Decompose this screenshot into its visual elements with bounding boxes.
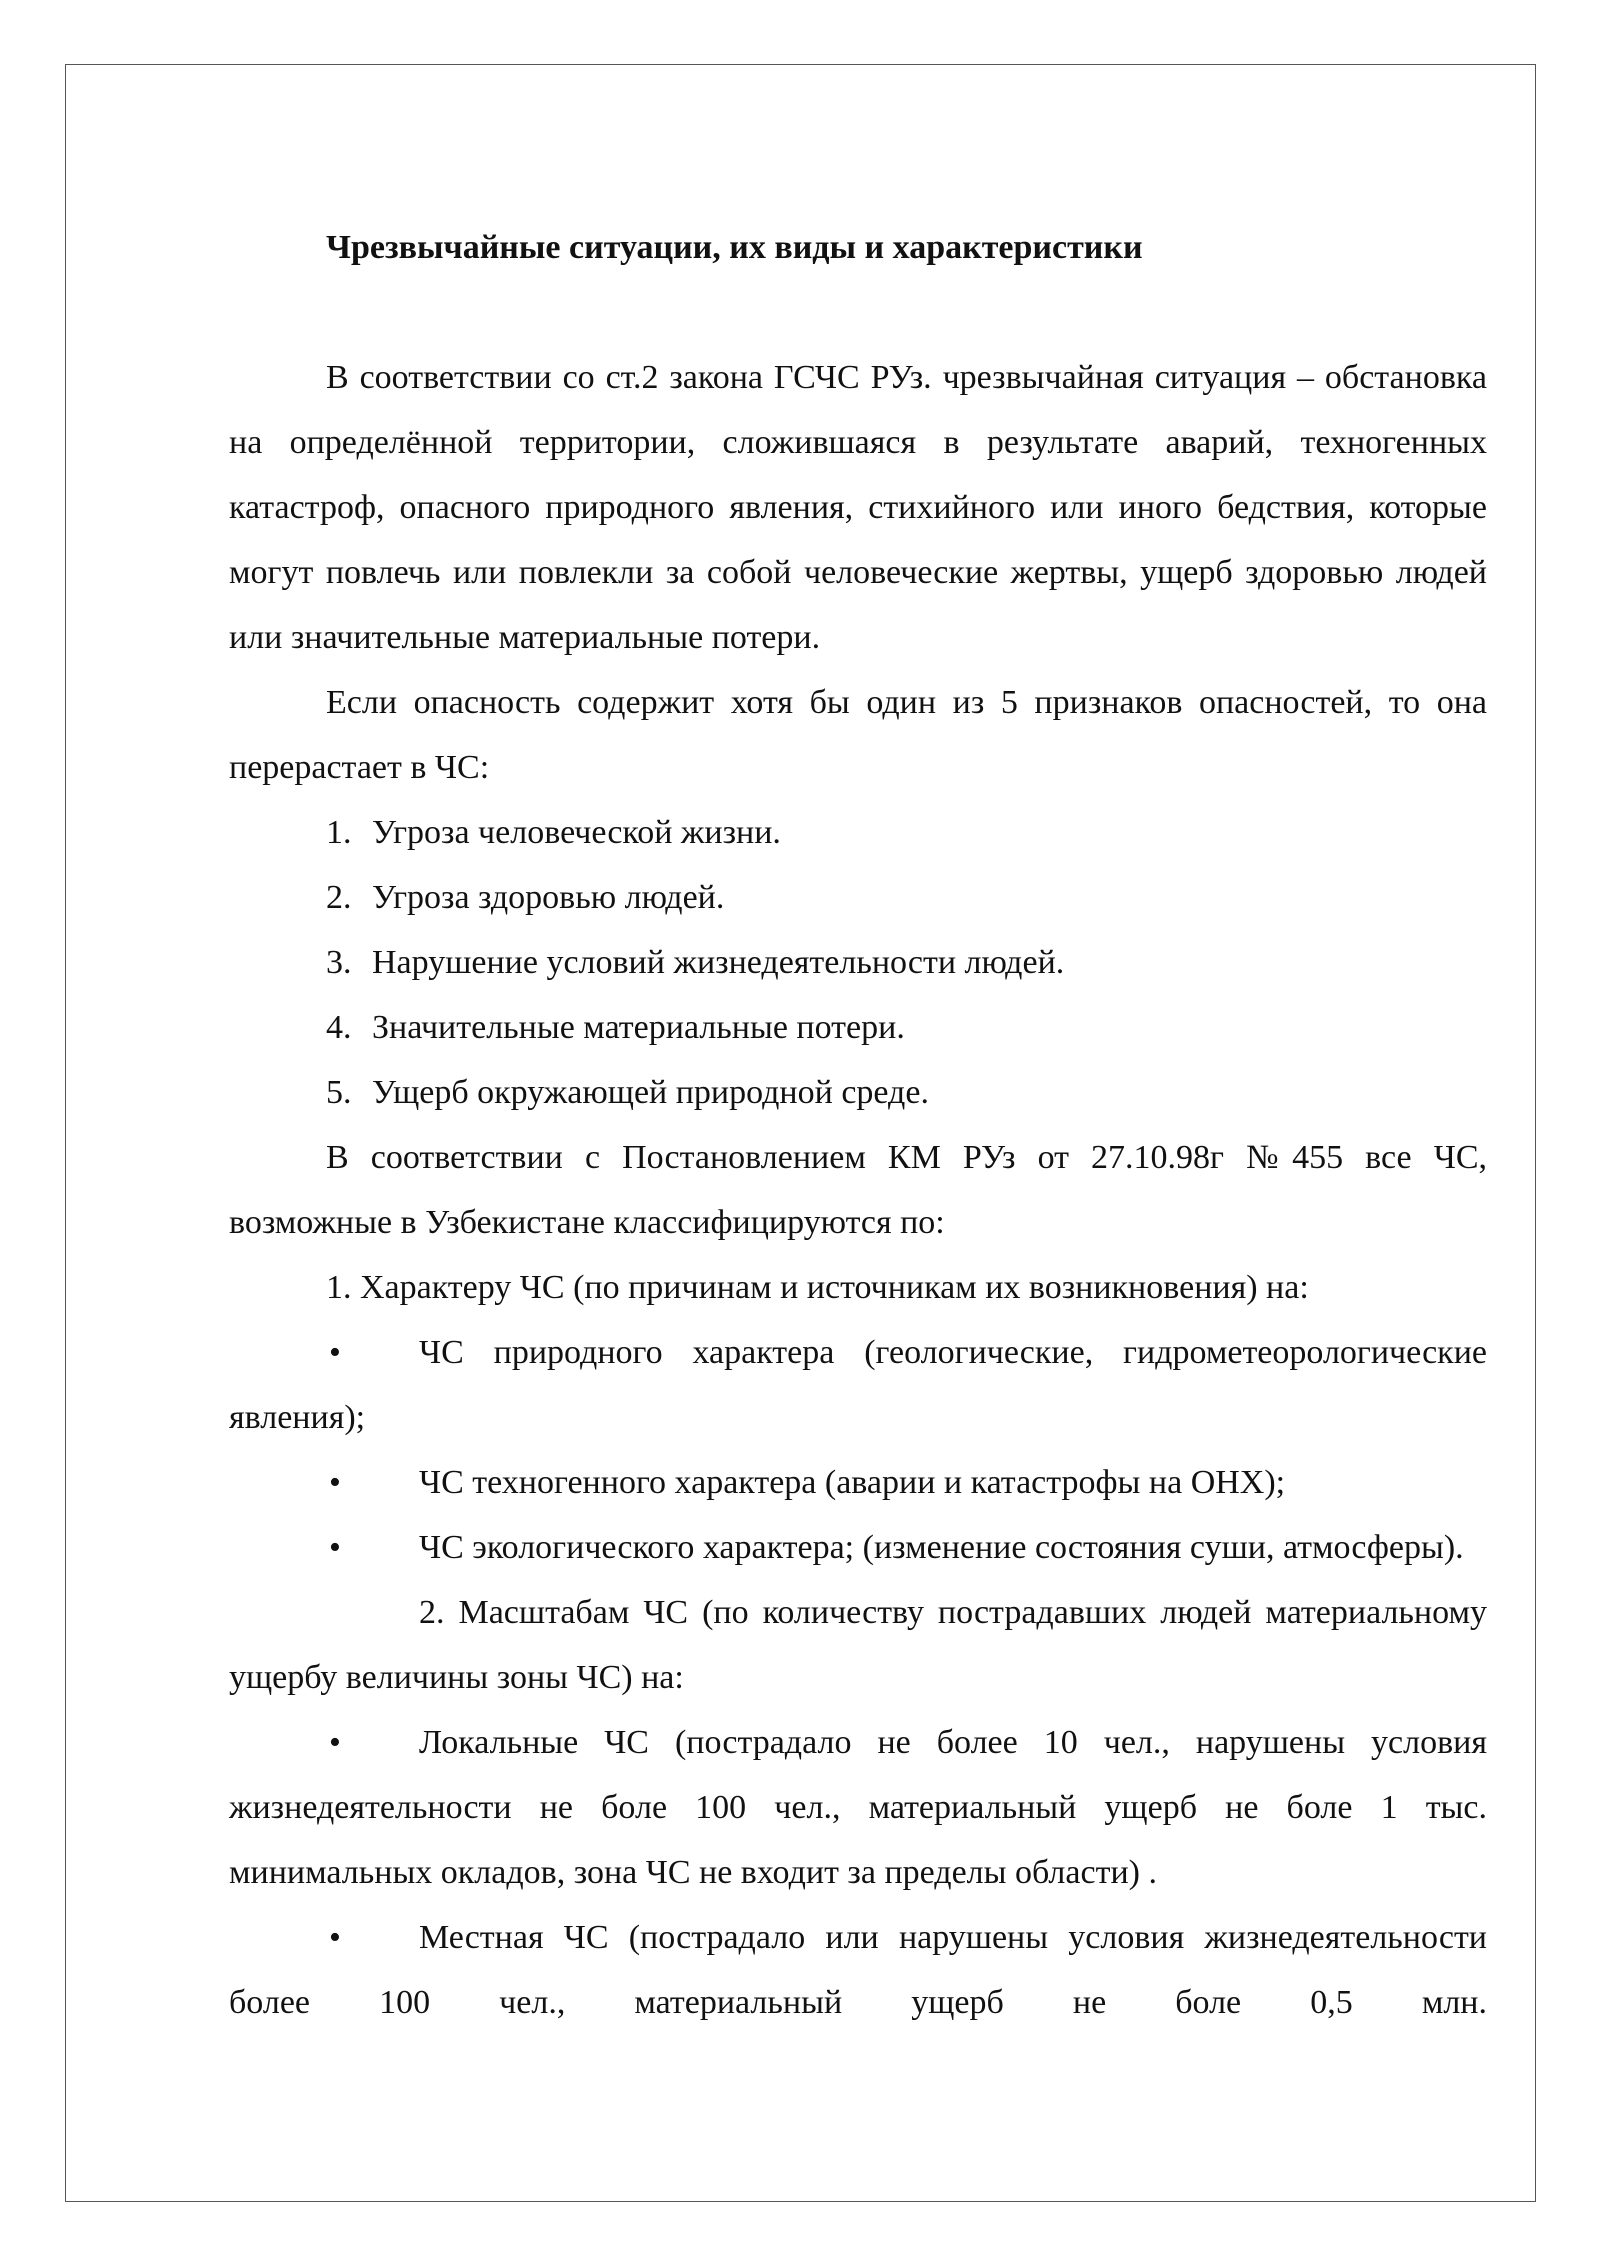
bullet-icon: • — [329, 1919, 341, 1956]
list-item-text: Угроза здоровью людей. — [372, 879, 725, 916]
list-item-text: Значительные материальные потери. — [372, 1009, 905, 1046]
bullet-item — [229, 1905, 1487, 2035]
bullet-text: ЧС природного характера (геологические, гидрометеорологические явления); — [229, 1334, 1487, 1436]
paragraph-definition: В соответствии со ст.2 закона ГСЧС РУз. чрезвычайная ситуация – обстановка на определённой территории, сложившаяся в результате аварий, техногенных катастроф, опасного природного явления, стихийного или иного бедствия, которые могут повлечь или повлекли за собой человеческие жертвы, ущерб здоровью людей или значительные материальные потери. — [229, 359, 1487, 656]
list-item — [229, 800, 1487, 865]
bullet-item — [229, 1450, 1487, 1515]
bullet-item — [229, 1710, 1487, 1905]
document-title: Чрезвычайные ситуации, их виды и характеристики — [326, 229, 1143, 266]
paragraph-by-scale: 2. Масштабам ЧС (по количеству пострадавших людей материальному ущербу величины зоны ЧС) на: — [229, 1594, 1487, 1696]
bullet-text: Локальные ЧС (пострадало не более 10 чел., нарушены условия жизнедеятельности не боле 100 чел., материальный ущерб не боле 1 тыс. минимальных окладов, зона ЧС не входит за пределы области) . — [229, 1724, 1487, 1891]
bullet-item — [229, 1515, 1487, 1580]
list-item — [229, 865, 1487, 930]
bullet-text: ЧС техногенного характера (аварии и катастрофы на ОНХ); — [419, 1464, 1286, 1501]
paragraph-by-character: 1. Характеру ЧС (по причинам и источникам их возникновения) на: — [326, 1269, 1309, 1306]
list-item-text: Угроза человеческой жизни. — [372, 814, 781, 851]
bullet-icon: • — [329, 1464, 341, 1501]
bullet-item — [229, 1320, 1487, 1450]
list-number: 2. — [326, 879, 352, 916]
document-body — [229, 215, 1487, 2035]
paragraph-signs-intro: Если опасность содержит хотя бы один из 5 признаков опасностей, то она перерастает в ЧС: — [229, 684, 1487, 786]
bullet-text: ЧС экологического характера; (изменение состояния суши, атмосферы). — [419, 1529, 1464, 1566]
bullet-icon: • — [329, 1724, 341, 1761]
list-item — [229, 1060, 1487, 1125]
bullet-icon: • — [329, 1334, 341, 1371]
list-number: 1. — [326, 814, 352, 851]
list-number: 3. — [326, 944, 352, 981]
list-number: 4. — [326, 1009, 352, 1046]
bullet-text: Местная ЧС (пострадало или нарушены условия жизнедеятельности более 100 чел., материальный ущерб не боле 0,5 млн. — [229, 1919, 1487, 2021]
list-item-text: Ущерб окружающей природной среде. — [372, 1074, 929, 1111]
signs-list — [229, 800, 1487, 1125]
list-item-text: Нарушение условий жизнедеятельности людей. — [372, 944, 1065, 981]
list-item — [229, 930, 1487, 995]
bullet-icon: • — [329, 1529, 341, 1566]
paragraph-classification: В соответствии с Постановлением КМ РУз от 27.10.98г №455 все ЧС, возможные в Узбекистане классифицируются по: — [229, 1139, 1487, 1241]
list-number: 5. — [326, 1074, 352, 1111]
list-item — [229, 995, 1487, 1060]
